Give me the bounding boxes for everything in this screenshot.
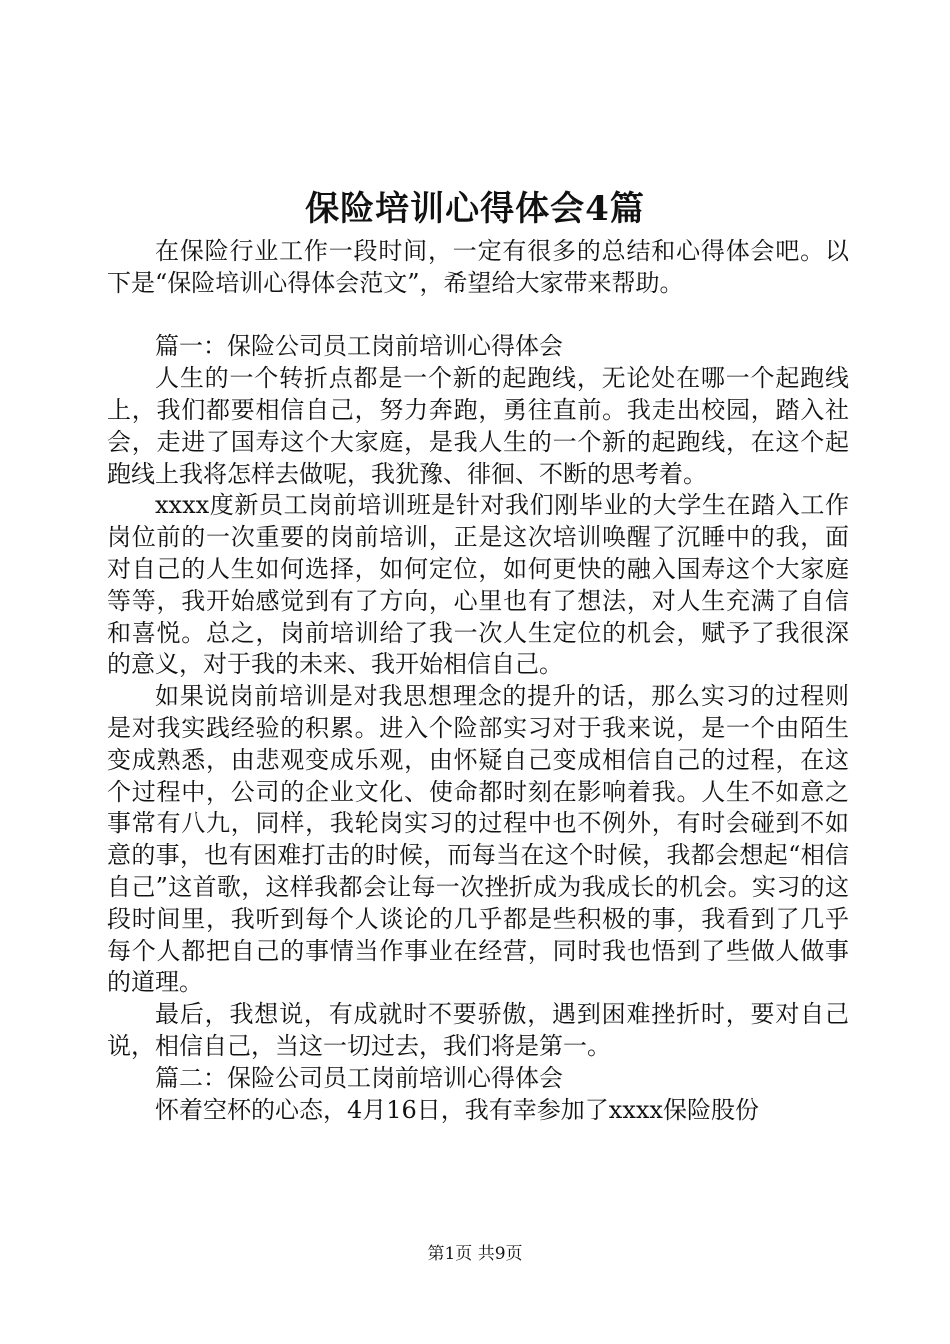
document-title: 保险培训心得体会4篇 (305, 189, 645, 229)
body-paragraph: 如果说岗前培训是对我思想理念的提升的话，那么实习的过程则是对我实践经验的积累。进入个险部实习对于我来说，是一个由陌生变成熟悉，由悲观变成乐观，由怀疑自己变成相信自己的过程，在这个过程中，公司的企业文化、使命都时刻在影响着我。人生不如意之事常有八九，同样，我轮岗实习的过程中也不例外，有时会碰到不如意的事，也有困难打击的时候，而每当在这个时候，我都会想起“相信自己”这首歌，这样我都会让每一次挫折成为我成长的机会。实习的这段时间里，我听到每个人谈论的几乎都是些积极的事，我看到了几乎每个人都把自己的事情当作事业在经营，同时我也悟到了些做人做事的道理。 (107, 682, 849, 997)
body-paragraph: 最后，我想说，有成就时不要骄傲，遇到困难挫折时，要对自己说，相信自己，当这一切过去，我们将是第一。 (107, 1000, 849, 1060)
body-paragraph: xxxx度新员工岗前培训班是针对我们刚毕业的大学生在踏入工作岗位前的一次重要的岗前培训，正是这次培训唤醒了沉睡中的我，面对自己的人生如何选择，如何定位，如何更快的融入国寿这个大家庭等等，我开始感觉到有了方向，心里也有了想法，对人生充满了自信和喜悦。总之，岗前培训给了我一次人生定位的机会，赋予了我很深的意义，对于我的未来、我开始相信自己。 (107, 491, 849, 679)
intro-paragraph: 在保险行业工作一段时间，一定有很多的总结和心得体会吧。以下是“保险培训心得体会范文”，希望给大家带来帮助。 (107, 237, 849, 297)
body-paragraph: 人生的一个转折点都是一个新的起跑线，无论处在哪一个起跑线上，我们都要相信自己，努力奔跑，勇往直前。我走出校园，踏入社会，走进了国寿这个大家庭，是我人生的一个新的起跑线，在这个起跑线上我将怎样去做呢，我犹豫、徘徊、不断的思考着。 (107, 364, 849, 488)
body-paragraph: 怀着空杯的心态，4月16日，我有幸参加了xxxx保险股份 (155, 1095, 759, 1124)
section-heading-2: 篇二：保险公司员工岗前培训心得体会 (155, 1063, 563, 1092)
section-heading-1: 篇一：保险公司员工岗前培训心得体会 (155, 332, 563, 361)
page-number-footer: 第1页 共9页 (427, 1244, 523, 1264)
document-body (107, 236, 849, 1126)
